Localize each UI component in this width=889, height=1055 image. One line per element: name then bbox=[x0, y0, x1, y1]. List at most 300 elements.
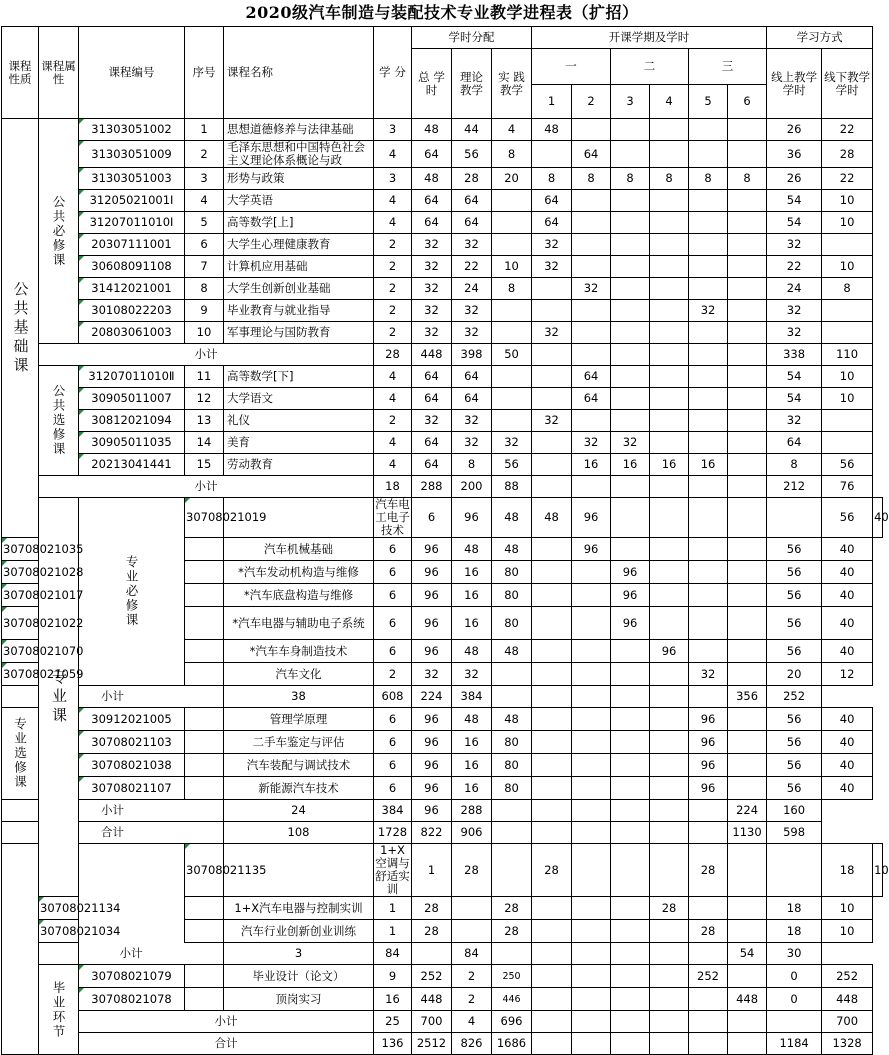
course-name: *汽车底盘构造与维修 bbox=[224, 584, 374, 607]
course-seq: 2 bbox=[185, 141, 224, 168]
course-theory: 2 bbox=[452, 965, 492, 988]
course-credit: 4 bbox=[374, 366, 412, 388]
course-t4 bbox=[689, 498, 728, 538]
course-offline: 40 bbox=[822, 538, 873, 561]
course-t1: 96 bbox=[572, 498, 611, 538]
course-t6 bbox=[728, 538, 767, 561]
course-online: 32 bbox=[767, 300, 822, 322]
subtotal-public-elective-practice: 88 bbox=[492, 476, 532, 498]
subtotal-graduation-theory: 4 bbox=[452, 1011, 492, 1033]
subtotal-major-required-term-4 bbox=[611, 686, 650, 708]
course-offline bbox=[822, 234, 873, 256]
subtotal-public-required-online: 338 bbox=[767, 344, 822, 366]
course-credit: 6 bbox=[374, 538, 412, 561]
course-theory bbox=[452, 920, 492, 943]
course-t3: 16 bbox=[611, 454, 650, 476]
course-t4 bbox=[650, 278, 689, 300]
course-credit: 2 bbox=[374, 300, 412, 322]
subtotal-major-required-term-2 bbox=[532, 686, 572, 708]
course-name: *汽车车身制造技术 bbox=[224, 640, 374, 663]
course-code: 30708021034 bbox=[39, 920, 79, 943]
course-code: 31205021001Ⅰ bbox=[79, 190, 185, 212]
course-online: 56 bbox=[767, 538, 822, 561]
subtotal-public-required-term-2 bbox=[572, 344, 611, 366]
course-t1: 64 bbox=[532, 190, 572, 212]
course-credit: 2 bbox=[374, 278, 412, 300]
header-offline: 线下教学学时 bbox=[822, 49, 873, 119]
course-online: 56 bbox=[767, 708, 822, 731]
header-term-5: 5 bbox=[689, 85, 728, 119]
course-code: 30708021038 bbox=[79, 754, 185, 777]
course-code: 31303051009 bbox=[79, 141, 185, 168]
course-name: 计算机应用基础 bbox=[224, 256, 374, 278]
total-final-term-4 bbox=[650, 1033, 689, 1055]
course-t1 bbox=[532, 388, 572, 410]
course-credit: 4 bbox=[374, 388, 412, 410]
total-final-online: 1184 bbox=[767, 1033, 822, 1055]
course-theory: 16 bbox=[452, 754, 492, 777]
course-total: 96 bbox=[412, 708, 452, 731]
course-code: 30708021017 bbox=[2, 584, 39, 607]
course-offline: 10 bbox=[873, 844, 883, 897]
course-t5 bbox=[689, 119, 728, 141]
course-t3 bbox=[611, 920, 650, 943]
course-t1 bbox=[532, 278, 572, 300]
course-t6 bbox=[728, 300, 767, 322]
course-t1 bbox=[532, 538, 572, 561]
course-credit: 2 bbox=[374, 322, 412, 344]
subtotal-major-elective-term-3 bbox=[572, 800, 611, 822]
subtotal-public-elective-total: 288 bbox=[412, 476, 452, 498]
course-row bbox=[2, 731, 883, 754]
course-name: 高等数学[下] bbox=[224, 366, 374, 388]
course-total: 252 bbox=[412, 965, 452, 988]
course-t1 bbox=[532, 920, 572, 943]
course-row bbox=[2, 432, 883, 454]
course-t5 bbox=[689, 410, 728, 432]
course-theory: 24 bbox=[452, 278, 492, 300]
course-total: 64 bbox=[412, 388, 452, 410]
subtotal-major-required-practice: 384 bbox=[452, 686, 492, 708]
category-major-required: 专业必修课 bbox=[79, 498, 185, 686]
course-online: 18 bbox=[767, 920, 822, 943]
course-online: 22 bbox=[767, 256, 822, 278]
course-t1 bbox=[532, 663, 572, 686]
course-t6: 448 bbox=[728, 988, 767, 1011]
course-total: 32 bbox=[412, 322, 452, 344]
header-term-4: 4 bbox=[650, 85, 689, 119]
course-total: 64 bbox=[412, 432, 452, 454]
course-code: 20803061003 bbox=[79, 322, 185, 344]
course-t6 bbox=[728, 234, 767, 256]
category-major: 专业课 bbox=[39, 498, 79, 897]
subtotal-public-required bbox=[2, 344, 883, 366]
course-online: 36 bbox=[767, 141, 822, 168]
course-credit: 6 bbox=[374, 731, 412, 754]
course-theory: 16 bbox=[452, 584, 492, 607]
course-row bbox=[2, 300, 883, 322]
course-seq bbox=[185, 754, 224, 777]
course-total: 96 bbox=[412, 777, 452, 800]
course-seq: 11 bbox=[185, 366, 224, 388]
course-practice: 446 bbox=[492, 988, 532, 1011]
subtotal-major-elective-term-4 bbox=[611, 800, 650, 822]
subtotal-public-elective-term-4 bbox=[650, 476, 689, 498]
course-seq bbox=[185, 538, 224, 561]
course-seq bbox=[185, 607, 224, 640]
course-theory: 64 bbox=[452, 388, 492, 410]
course-t3 bbox=[611, 256, 650, 278]
course-practice: 80 bbox=[492, 777, 532, 800]
course-t3: 96 bbox=[611, 607, 650, 640]
course-name: 毕业设计（论文） bbox=[224, 965, 374, 988]
course-offline: 28 bbox=[822, 141, 873, 168]
course-t4 bbox=[650, 538, 689, 561]
subtotal-graduation-offline: 700 bbox=[822, 1011, 873, 1033]
course-total: 32 bbox=[412, 278, 452, 300]
course-name: 大学生心理健康教育 bbox=[224, 234, 374, 256]
course-practice bbox=[492, 234, 532, 256]
course-t4 bbox=[650, 234, 689, 256]
course-t4 bbox=[650, 731, 689, 754]
subtotal-public-required-offline: 110 bbox=[822, 344, 873, 366]
subtotal-major-elective-online: 224 bbox=[728, 800, 767, 822]
header-credit: 学 分 bbox=[374, 27, 412, 119]
subtotal-major-required-credit: 38 bbox=[224, 686, 374, 708]
total-major bbox=[2, 822, 883, 844]
course-t2 bbox=[572, 119, 611, 141]
course-credit: 6 bbox=[412, 498, 452, 538]
course-seq bbox=[185, 708, 224, 731]
total-major-term-6 bbox=[689, 822, 728, 844]
course-code: 30708021028 bbox=[2, 561, 39, 584]
course-t4 bbox=[650, 754, 689, 777]
course-row bbox=[2, 410, 883, 432]
total-final-label: 合计 bbox=[79, 1033, 374, 1055]
course-theory: 64 bbox=[452, 212, 492, 234]
course-offline: 10 bbox=[822, 190, 873, 212]
course-t3 bbox=[611, 640, 650, 663]
course-t6 bbox=[767, 844, 822, 897]
course-total: 96 bbox=[412, 607, 452, 640]
course-t4 bbox=[650, 300, 689, 322]
course-offline: 40 bbox=[822, 561, 873, 584]
subtotal-major-required-theory: 224 bbox=[412, 686, 452, 708]
course-t4 bbox=[650, 256, 689, 278]
course-total: 28 bbox=[412, 920, 452, 943]
subtotal-major-required-term-3 bbox=[572, 686, 611, 708]
course-name: 军事理论与国防教育 bbox=[224, 322, 374, 344]
course-offline bbox=[822, 432, 873, 454]
header-year-1: 一 bbox=[532, 49, 611, 85]
course-online: 32 bbox=[767, 234, 822, 256]
course-online: 56 bbox=[767, 584, 822, 607]
subtotal-practical-theory bbox=[412, 943, 452, 965]
total-major-theory: 822 bbox=[412, 822, 452, 844]
course-theory: 48 bbox=[452, 708, 492, 731]
course-code: 31303051002 bbox=[79, 119, 185, 141]
subtotal-major-elective-theory: 96 bbox=[412, 800, 452, 822]
course-code: 31412021001 bbox=[79, 278, 185, 300]
course-credit: 2 bbox=[374, 256, 412, 278]
total-major-term-4 bbox=[611, 822, 650, 844]
course-credit: 2 bbox=[374, 663, 412, 686]
course-row bbox=[2, 708, 883, 731]
course-online: 54 bbox=[767, 190, 822, 212]
total-final-term-6 bbox=[728, 1033, 767, 1055]
course-theory: 22 bbox=[452, 256, 492, 278]
course-t6 bbox=[728, 366, 767, 388]
course-practice: 8 bbox=[492, 278, 532, 300]
course-t4 bbox=[650, 388, 689, 410]
course-credit: 6 bbox=[374, 584, 412, 607]
course-online: 56 bbox=[767, 607, 822, 640]
course-theory: 32 bbox=[452, 410, 492, 432]
header-hours-group: 学时分配 bbox=[412, 27, 532, 49]
subtotal-graduation-term-1 bbox=[532, 1011, 572, 1033]
course-t4 bbox=[650, 708, 689, 731]
course-credit: 6 bbox=[374, 708, 412, 731]
course-t6 bbox=[728, 388, 767, 410]
subtotal-graduation-total: 700 bbox=[412, 1011, 452, 1033]
course-offline: 10 bbox=[822, 897, 873, 920]
course-row bbox=[2, 212, 883, 234]
course-t2: 96 bbox=[572, 538, 611, 561]
course-online: 32 bbox=[767, 322, 822, 344]
course-online: 26 bbox=[767, 168, 822, 190]
course-t1: 32 bbox=[532, 410, 572, 432]
subtotal-major-required-term-6 bbox=[689, 686, 728, 708]
course-offline: 10 bbox=[822, 920, 873, 943]
course-seq: 9 bbox=[185, 300, 224, 322]
course-t3 bbox=[611, 897, 650, 920]
course-t5 bbox=[689, 988, 728, 1011]
course-credit: 2 bbox=[374, 410, 412, 432]
category-public-required: 公共必修课 bbox=[39, 119, 79, 344]
course-code: 30708021059 bbox=[2, 663, 39, 686]
course-theory: 32 bbox=[452, 300, 492, 322]
total-major-offline: 598 bbox=[767, 822, 822, 844]
course-t5: 96 bbox=[689, 777, 728, 800]
course-total: 32 bbox=[412, 410, 452, 432]
total-major-credit: 108 bbox=[224, 822, 374, 844]
course-t6 bbox=[728, 256, 767, 278]
course-t4 bbox=[650, 190, 689, 212]
course-practice: 4 bbox=[492, 119, 532, 141]
course-t6 bbox=[728, 731, 767, 754]
category-graduation: 毕业环节 bbox=[39, 965, 79, 1055]
course-credit: 6 bbox=[374, 607, 412, 640]
course-total: 448 bbox=[412, 988, 452, 1011]
course-online: 0 bbox=[767, 965, 822, 988]
course-offline: 252 bbox=[822, 965, 873, 988]
course-code: 30812021094 bbox=[79, 410, 185, 432]
course-seq bbox=[185, 988, 224, 1011]
subtotal-public-required-term-5 bbox=[689, 344, 728, 366]
course-t3: 8 bbox=[611, 168, 650, 190]
course-t4 bbox=[650, 212, 689, 234]
subtotal-public-elective-term-3 bbox=[611, 476, 650, 498]
course-t3 bbox=[611, 234, 650, 256]
course-row bbox=[2, 777, 883, 800]
course-t3 bbox=[611, 119, 650, 141]
course-total: 48 bbox=[412, 119, 452, 141]
total-final-term-1 bbox=[532, 1033, 572, 1055]
subtotal-practical-label: 小计 bbox=[39, 943, 224, 965]
course-t2 bbox=[572, 212, 611, 234]
subtotal-public-elective-online: 212 bbox=[767, 476, 822, 498]
course-row bbox=[2, 366, 883, 388]
subtotal-public-required-total: 448 bbox=[412, 344, 452, 366]
course-row bbox=[2, 119, 883, 141]
header-theory: 理论 教学 bbox=[452, 49, 492, 119]
course-t1 bbox=[532, 777, 572, 800]
course-t1 bbox=[532, 366, 572, 388]
course-code: 31303051003 bbox=[79, 168, 185, 190]
course-seq bbox=[185, 897, 224, 920]
course-theory: 32 bbox=[452, 234, 492, 256]
subtotal-major-elective-practice: 288 bbox=[452, 800, 492, 822]
total-final-term-2 bbox=[572, 1033, 611, 1055]
subtotal-major-required-online: 356 bbox=[728, 686, 767, 708]
course-t2: 8 bbox=[572, 168, 611, 190]
teaching-schedule-table bbox=[1, 26, 889, 1055]
course-total: 96 bbox=[412, 584, 452, 607]
course-t1: 64 bbox=[532, 212, 572, 234]
table-body bbox=[2, 119, 889, 1055]
course-t2: 32 bbox=[572, 432, 611, 454]
course-credit: 1 bbox=[374, 920, 412, 943]
course-seq: 5 bbox=[185, 212, 224, 234]
subtotal-graduation-practice: 696 bbox=[492, 1011, 532, 1033]
course-practice: 56 bbox=[492, 454, 532, 476]
course-theory: 48 bbox=[452, 640, 492, 663]
course-offline: 22 bbox=[822, 168, 873, 190]
table-header bbox=[2, 27, 883, 119]
subtotal-public-required-label: 小计 bbox=[39, 344, 374, 366]
course-practice: 48 bbox=[492, 538, 532, 561]
total-final bbox=[2, 1033, 883, 1055]
course-practice bbox=[492, 190, 532, 212]
course-t1 bbox=[532, 731, 572, 754]
course-seq bbox=[185, 561, 224, 584]
subtotal-public-required-term-6 bbox=[728, 344, 767, 366]
course-seq: 12 bbox=[185, 388, 224, 410]
course-t2: 16 bbox=[572, 454, 611, 476]
course-offline: 40 bbox=[822, 640, 873, 663]
course-theory bbox=[492, 844, 532, 897]
course-t2 bbox=[572, 920, 611, 943]
course-total: 32 bbox=[412, 300, 452, 322]
header-code: 课程编号 bbox=[79, 27, 185, 119]
course-t3 bbox=[650, 844, 689, 897]
course-name: 大学语文 bbox=[224, 388, 374, 410]
subtotal-graduation-term-2 bbox=[572, 1011, 611, 1033]
course-credit: 6 bbox=[374, 561, 412, 584]
course-t3 bbox=[611, 278, 650, 300]
course-seq: 15 bbox=[185, 454, 224, 476]
course-total: 64 bbox=[412, 212, 452, 234]
total-final-theory: 826 bbox=[452, 1033, 492, 1055]
course-t5 bbox=[689, 278, 728, 300]
subtotal-practical-term-5 bbox=[650, 943, 689, 965]
course-t2 bbox=[572, 897, 611, 920]
course-t2 bbox=[572, 777, 611, 800]
subtotal-practical-online: 54 bbox=[728, 943, 767, 965]
course-credit: 4 bbox=[374, 212, 412, 234]
course-credit: 9 bbox=[374, 965, 412, 988]
course-credit: 1 bbox=[412, 844, 452, 897]
course-t5 bbox=[728, 844, 767, 897]
course-t1: 32 bbox=[532, 234, 572, 256]
subtotal-major-required-term-1 bbox=[492, 686, 532, 708]
course-t3 bbox=[611, 731, 650, 754]
course-online: 0 bbox=[767, 988, 822, 1011]
total-major-term-3 bbox=[572, 822, 611, 844]
course-name: 毛泽东思想和中国特色社会主义理论体系概论与政 bbox=[224, 141, 374, 168]
subtotal-practical-credit: 3 bbox=[224, 943, 374, 965]
course-t6 bbox=[728, 454, 767, 476]
course-seq bbox=[185, 965, 224, 988]
subtotal-public-required-term-4 bbox=[650, 344, 689, 366]
course-t5 bbox=[689, 141, 728, 168]
course-code: 30708021107 bbox=[79, 777, 185, 800]
course-name: 二手车鉴定与评估 bbox=[224, 731, 374, 754]
course-credit: 6 bbox=[374, 777, 412, 800]
subtotal-graduation-label: 小计 bbox=[79, 1011, 374, 1033]
course-code: 30608091108 bbox=[79, 256, 185, 278]
course-t3 bbox=[611, 663, 650, 686]
course-t2: 64 bbox=[572, 141, 611, 168]
course-practice: 80 bbox=[492, 731, 532, 754]
course-name: 形势与政策 bbox=[224, 168, 374, 190]
course-total: 32 bbox=[412, 256, 452, 278]
course-t5 bbox=[728, 498, 767, 538]
subtotal-practical-offline: 30 bbox=[767, 943, 822, 965]
course-offline: 40 bbox=[822, 731, 873, 754]
course-t4 bbox=[650, 965, 689, 988]
course-t6 bbox=[728, 584, 767, 607]
course-t2 bbox=[611, 844, 650, 897]
course-t4 bbox=[650, 607, 689, 640]
header-attr: 课程属性 bbox=[39, 27, 79, 119]
course-practice: 80 bbox=[492, 584, 532, 607]
course-name: 毕业教育与就业指导 bbox=[224, 300, 374, 322]
course-offline: 56 bbox=[822, 454, 873, 476]
course-t2: 64 bbox=[572, 366, 611, 388]
course-name: 1+X汽车电器与控制实训 bbox=[224, 897, 374, 920]
header-year-2: 二 bbox=[611, 49, 689, 85]
subtotal-major-required-offline: 252 bbox=[767, 686, 822, 708]
course-seq bbox=[185, 584, 224, 607]
course-offline: 40 bbox=[822, 607, 873, 640]
course-t3: 96 bbox=[611, 584, 650, 607]
subtotal-public-required-theory: 398 bbox=[452, 344, 492, 366]
subtotal-public-elective-term-5 bbox=[689, 476, 728, 498]
course-total: 64 bbox=[412, 190, 452, 212]
subtotal-major-required-label: 小计 bbox=[2, 686, 224, 708]
course-seq bbox=[185, 731, 224, 754]
course-t5 bbox=[689, 640, 728, 663]
subtotal-public-required-practice: 50 bbox=[492, 344, 532, 366]
course-online: 26 bbox=[767, 119, 822, 141]
course-t1 bbox=[532, 708, 572, 731]
course-seq: 4 bbox=[185, 190, 224, 212]
course-t5 bbox=[689, 607, 728, 640]
course-offline: 40 bbox=[822, 584, 873, 607]
total-major-online: 1130 bbox=[728, 822, 767, 844]
header-mode-group: 学习方式 bbox=[767, 27, 873, 49]
